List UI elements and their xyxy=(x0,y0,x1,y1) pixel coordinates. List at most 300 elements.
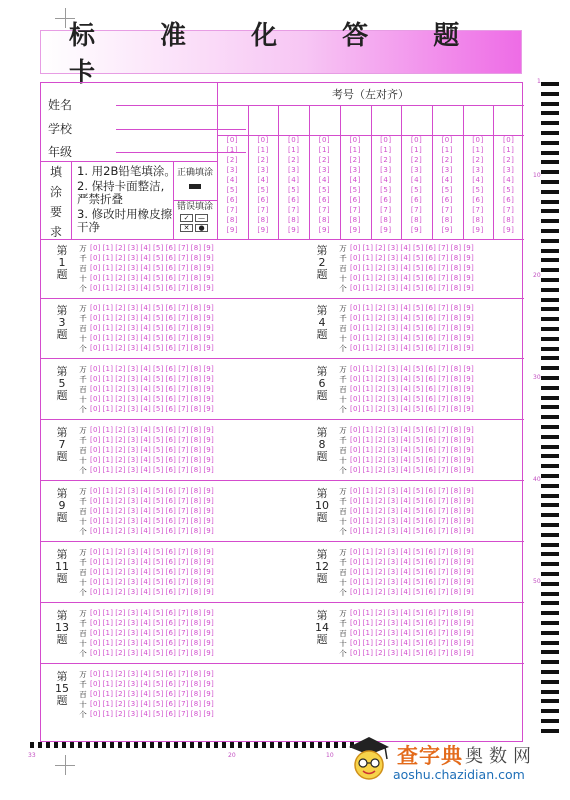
digit-bubble[interactable]: [6] xyxy=(165,405,177,413)
digit-bubble[interactable]: [4] xyxy=(140,314,151,322)
digit-bubble[interactable]: [1] xyxy=(362,446,374,454)
exam-digit-bubble[interactable]: [5] xyxy=(380,186,392,194)
digit-bubble[interactable]: [5] xyxy=(153,487,164,495)
digit-bubble[interactable]: [4] xyxy=(140,405,151,413)
digit-bubble[interactable]: [5] xyxy=(153,466,164,474)
digit-bubble[interactable]: [8] xyxy=(190,629,202,637)
digit-bubble[interactable]: [6] xyxy=(425,274,437,282)
exam-digit-bubble[interactable]: [6] xyxy=(410,196,423,204)
digit-bubble[interactable]: [9] xyxy=(203,568,214,576)
digit-bubble[interactable]: [0] xyxy=(350,446,361,454)
digit-bubble[interactable]: [6] xyxy=(425,609,437,617)
digit-bubble[interactable]: [6] xyxy=(425,487,437,495)
exam-digit-bubble[interactable]: [7] xyxy=(380,206,392,214)
digit-bubble[interactable]: [1] xyxy=(102,456,114,464)
digit-bubble[interactable]: [8] xyxy=(450,284,462,292)
digit-bubble[interactable]: [7] xyxy=(438,274,449,282)
digit-bubble[interactable]: [5] xyxy=(413,497,424,505)
digit-bubble[interactable]: [6] xyxy=(165,487,177,495)
digit-bubble[interactable]: [4] xyxy=(140,548,151,556)
digit-bubble[interactable]: [3] xyxy=(127,456,139,464)
exam-digit-bubble[interactable]: [3] xyxy=(441,166,453,174)
digit-bubble[interactable]: [1] xyxy=(102,487,114,495)
digit-bubble[interactable]: [5] xyxy=(153,284,164,292)
digit-bubble[interactable]: [0] xyxy=(350,274,361,282)
digit-bubble[interactable]: [1] xyxy=(362,507,374,515)
digit-bubble[interactable]: [5] xyxy=(153,507,164,515)
digit-bubble[interactable]: [8] xyxy=(450,324,462,332)
digit-bubble[interactable]: [2] xyxy=(115,466,126,474)
digit-bubble[interactable]: [2] xyxy=(375,619,386,627)
digit-bubble[interactable]: [9] xyxy=(203,405,214,413)
digit-bubble[interactable]: [2] xyxy=(375,649,386,657)
digit-bubble[interactable]: [3] xyxy=(127,578,139,586)
digit-bubble[interactable]: [6] xyxy=(425,629,437,637)
digit-bubble[interactable]: [3] xyxy=(127,304,139,312)
digit-bubble[interactable]: [8] xyxy=(450,254,462,262)
school-field[interactable] xyxy=(116,129,246,130)
digit-bubble[interactable]: [5] xyxy=(413,264,424,272)
digit-bubble[interactable]: [8] xyxy=(450,314,462,322)
digit-bubble[interactable]: [3] xyxy=(387,649,399,657)
digit-bubble[interactable]: [5] xyxy=(413,649,424,657)
digit-bubble[interactable]: [3] xyxy=(387,466,399,474)
digit-bubble[interactable]: [2] xyxy=(375,497,386,505)
exam-digit-bubble[interactable]: [0] xyxy=(380,136,392,144)
digit-bubble[interactable]: [3] xyxy=(127,507,139,515)
digit-bubble[interactable]: [2] xyxy=(115,639,126,647)
digit-bubble[interactable]: [7] xyxy=(438,446,449,454)
digit-bubble[interactable]: [8] xyxy=(190,548,202,556)
digit-bubble[interactable]: [8] xyxy=(190,344,202,352)
digit-bubble[interactable]: [1] xyxy=(362,324,374,332)
digit-bubble[interactable]: [2] xyxy=(115,578,126,586)
digit-bubble[interactable]: [7] xyxy=(438,375,449,383)
digit-bubble[interactable]: [8] xyxy=(450,548,462,556)
exam-digit-bubble[interactable]: [2] xyxy=(226,156,239,164)
digit-bubble[interactable]: [7] xyxy=(178,456,189,464)
digit-bubble[interactable]: [2] xyxy=(115,395,126,403)
digit-bubble[interactable]: [5] xyxy=(153,527,164,535)
digit-bubble[interactable]: [7] xyxy=(178,649,189,657)
digit-bubble[interactable]: [7] xyxy=(438,304,449,312)
digit-bubble[interactable]: [9] xyxy=(463,244,474,252)
digit-bubble[interactable]: [2] xyxy=(375,284,386,292)
exam-digit-bubble[interactable]: [4] xyxy=(318,176,331,184)
digit-bubble[interactable]: [6] xyxy=(165,639,177,647)
digit-bubble[interactable]: [3] xyxy=(127,588,139,596)
digit-bubble[interactable]: [5] xyxy=(413,548,424,556)
exam-digit-bubble[interactable]: [7] xyxy=(288,206,300,214)
digit-bubble[interactable]: [4] xyxy=(400,497,411,505)
exam-digit-bubble[interactable]: [1] xyxy=(318,146,331,154)
digit-bubble[interactable]: [9] xyxy=(463,426,474,434)
digit-bubble[interactable]: [6] xyxy=(425,517,437,525)
digit-bubble[interactable]: [7] xyxy=(178,324,189,332)
digit-bubble[interactable]: [0] xyxy=(90,304,101,312)
digit-bubble[interactable]: [0] xyxy=(350,578,361,586)
digit-bubble[interactable]: [7] xyxy=(178,690,189,698)
digit-bubble[interactable]: [1] xyxy=(102,578,114,586)
digit-bubble[interactable]: [5] xyxy=(413,304,424,312)
digit-bubble[interactable]: [4] xyxy=(400,558,411,566)
digit-bubble[interactable]: [8] xyxy=(190,456,202,464)
exam-digit-bubble[interactable]: [7] xyxy=(502,206,515,214)
digit-bubble[interactable]: [4] xyxy=(140,619,151,627)
digit-bubble[interactable]: [1] xyxy=(102,244,114,252)
digit-bubble[interactable]: [2] xyxy=(115,274,126,282)
digit-bubble[interactable]: [3] xyxy=(387,385,399,393)
exam-digit-bubble[interactable]: [3] xyxy=(226,166,239,174)
digit-bubble[interactable]: [4] xyxy=(140,344,151,352)
digit-bubble[interactable]: [1] xyxy=(102,324,114,332)
digit-bubble[interactable]: [1] xyxy=(102,548,114,556)
digit-bubble[interactable]: [1] xyxy=(102,365,114,373)
exam-digit-bubble[interactable]: [7] xyxy=(410,206,423,214)
digit-bubble[interactable]: [5] xyxy=(153,710,164,718)
digit-bubble[interactable]: [4] xyxy=(400,568,411,576)
digit-bubble[interactable]: [8] xyxy=(450,649,462,657)
digit-bubble[interactable]: [8] xyxy=(450,274,462,282)
digit-bubble[interactable]: [8] xyxy=(450,244,462,252)
digit-bubble[interactable]: [3] xyxy=(387,456,399,464)
digit-bubble[interactable]: [5] xyxy=(153,365,164,373)
digit-bubble[interactable]: [0] xyxy=(350,609,361,617)
digit-bubble[interactable]: [2] xyxy=(375,344,386,352)
digit-bubble[interactable]: [6] xyxy=(425,446,437,454)
digit-bubble[interactable]: [3] xyxy=(127,405,139,413)
digit-bubble[interactable]: [1] xyxy=(102,609,114,617)
digit-bubble[interactable]: [6] xyxy=(165,548,177,556)
digit-bubble[interactable]: [1] xyxy=(362,426,374,434)
digit-bubble[interactable]: [8] xyxy=(190,284,202,292)
digit-bubble[interactable]: [6] xyxy=(425,497,437,505)
digit-bubble[interactable]: [0] xyxy=(350,466,361,474)
digit-bubble[interactable]: [1] xyxy=(362,629,374,637)
digit-bubble[interactable]: [5] xyxy=(153,446,164,454)
digit-bubble[interactable]: [9] xyxy=(203,517,214,525)
digit-bubble[interactable]: [8] xyxy=(190,334,202,342)
exam-digit-bubble[interactable]: [0] xyxy=(349,136,361,144)
digit-bubble[interactable]: [5] xyxy=(153,670,164,678)
digit-bubble[interactable]: [8] xyxy=(190,395,202,403)
digit-bubble[interactable]: [9] xyxy=(463,497,474,505)
digit-bubble[interactable]: [0] xyxy=(350,264,361,272)
digit-bubble[interactable]: [2] xyxy=(115,649,126,657)
digit-bubble[interactable]: [8] xyxy=(190,244,202,252)
digit-bubble[interactable]: [0] xyxy=(350,456,361,464)
digit-bubble[interactable]: [0] xyxy=(90,375,101,383)
digit-bubble[interactable]: [1] xyxy=(362,344,374,352)
digit-bubble[interactable]: [7] xyxy=(178,629,189,637)
digit-bubble[interactable]: [9] xyxy=(463,578,474,586)
digit-bubble[interactable]: [9] xyxy=(463,254,474,262)
digit-bubble[interactable]: [0] xyxy=(350,649,361,657)
digit-bubble[interactable]: [0] xyxy=(350,588,361,596)
digit-bubble[interactable]: [6] xyxy=(425,548,437,556)
exam-digit-bubble[interactable]: [9] xyxy=(257,226,269,234)
digit-bubble[interactable]: [0] xyxy=(90,446,101,454)
digit-bubble[interactable]: [1] xyxy=(102,649,114,657)
digit-bubble[interactable]: [8] xyxy=(190,680,202,688)
digit-bubble[interactable]: [1] xyxy=(102,334,114,342)
digit-bubble[interactable]: [7] xyxy=(438,314,449,322)
digit-bubble[interactable]: [9] xyxy=(463,568,474,576)
digit-bubble[interactable]: [3] xyxy=(127,670,139,678)
digit-bubble[interactable]: [2] xyxy=(375,244,386,252)
exam-digit-bubble[interactable]: [4] xyxy=(410,176,423,184)
digit-bubble[interactable]: [5] xyxy=(153,344,164,352)
digit-bubble[interactable]: [5] xyxy=(153,264,164,272)
digit-bubble[interactable]: [1] xyxy=(362,244,374,252)
digit-bubble[interactable]: [6] xyxy=(165,264,177,272)
digit-bubble[interactable]: [9] xyxy=(463,558,474,566)
digit-bubble[interactable]: [1] xyxy=(102,284,114,292)
digit-bubble[interactable]: [2] xyxy=(375,507,386,515)
digit-bubble[interactable]: [8] xyxy=(450,517,462,525)
digit-bubble[interactable]: [0] xyxy=(350,619,361,627)
digit-bubble[interactable]: [5] xyxy=(153,649,164,657)
digit-bubble[interactable]: [4] xyxy=(140,395,151,403)
digit-bubble[interactable]: [4] xyxy=(400,507,411,515)
digit-bubble[interactable]: [8] xyxy=(190,609,202,617)
digit-bubble[interactable]: [4] xyxy=(140,527,151,535)
digit-bubble[interactable]: [8] xyxy=(450,304,462,312)
digit-bubble[interactable]: [5] xyxy=(413,244,424,252)
digit-bubble[interactable]: [3] xyxy=(127,254,139,262)
digit-bubble[interactable]: [7] xyxy=(178,527,189,535)
digit-bubble[interactable]: [5] xyxy=(413,639,424,647)
digit-bubble[interactable]: [4] xyxy=(140,670,151,678)
digit-bubble[interactable]: [1] xyxy=(102,385,114,393)
digit-bubble[interactable]: [7] xyxy=(438,264,449,272)
digit-bubble[interactable]: [0] xyxy=(90,365,101,373)
digit-bubble[interactable]: [8] xyxy=(450,344,462,352)
digit-bubble[interactable]: [9] xyxy=(203,264,214,272)
digit-bubble[interactable]: [8] xyxy=(450,527,462,535)
digit-bubble[interactable]: [7] xyxy=(178,436,189,444)
digit-bubble[interactable]: [5] xyxy=(153,395,164,403)
digit-bubble[interactable]: [0] xyxy=(90,436,101,444)
digit-bubble[interactable]: [4] xyxy=(400,456,411,464)
digit-bubble[interactable]: [4] xyxy=(140,568,151,576)
digit-bubble[interactable]: [0] xyxy=(350,405,361,413)
digit-bubble[interactable]: [0] xyxy=(350,314,361,322)
digit-bubble[interactable]: [1] xyxy=(102,254,114,262)
digit-bubble[interactable]: [9] xyxy=(463,527,474,535)
digit-bubble[interactable]: [4] xyxy=(400,284,411,292)
digit-bubble[interactable]: [1] xyxy=(362,375,374,383)
digit-bubble[interactable]: [2] xyxy=(375,254,386,262)
digit-bubble[interactable]: [1] xyxy=(362,304,374,312)
digit-bubble[interactable]: [5] xyxy=(413,324,424,332)
digit-bubble[interactable]: [9] xyxy=(463,466,474,474)
digit-bubble[interactable]: [2] xyxy=(115,264,126,272)
digit-bubble[interactable]: [6] xyxy=(425,405,437,413)
digit-bubble[interactable]: [0] xyxy=(90,334,101,342)
digit-bubble[interactable]: [7] xyxy=(178,670,189,678)
digit-bubble[interactable]: [3] xyxy=(127,700,139,708)
digit-bubble[interactable]: [9] xyxy=(203,456,214,464)
digit-bubble[interactable]: [5] xyxy=(413,344,424,352)
digit-bubble[interactable]: [8] xyxy=(450,375,462,383)
digit-bubble[interactable]: [3] xyxy=(127,710,139,718)
digit-bubble[interactable]: [9] xyxy=(463,405,474,413)
digit-bubble[interactable]: [9] xyxy=(203,670,214,678)
digit-bubble[interactable]: [1] xyxy=(102,264,114,272)
digit-bubble[interactable]: [5] xyxy=(153,548,164,556)
digit-bubble[interactable]: [8] xyxy=(190,558,202,566)
digit-bubble[interactable]: [1] xyxy=(362,609,374,617)
digit-bubble[interactable]: [8] xyxy=(190,670,202,678)
digit-bubble[interactable]: [8] xyxy=(190,578,202,586)
exam-digit-bubble[interactable]: [5] xyxy=(318,186,331,194)
digit-bubble[interactable]: [6] xyxy=(165,446,177,454)
digit-bubble[interactable]: [8] xyxy=(190,314,202,322)
exam-digit-bubble[interactable]: [6] xyxy=(257,196,269,204)
digit-bubble[interactable]: [0] xyxy=(90,344,101,352)
digit-bubble[interactable]: [6] xyxy=(165,649,177,657)
digit-bubble[interactable]: [4] xyxy=(400,405,411,413)
digit-bubble[interactable]: [7] xyxy=(178,254,189,262)
digit-bubble[interactable]: [4] xyxy=(400,466,411,474)
digit-bubble[interactable]: [3] xyxy=(127,334,139,342)
digit-bubble[interactable]: [7] xyxy=(178,517,189,525)
digit-bubble[interactable]: [4] xyxy=(400,314,411,322)
digit-bubble[interactable]: [0] xyxy=(90,588,101,596)
digit-bubble[interactable]: [7] xyxy=(178,487,189,495)
digit-bubble[interactable]: [7] xyxy=(438,497,449,505)
digit-bubble[interactable]: [5] xyxy=(413,314,424,322)
digit-bubble[interactable]: [6] xyxy=(425,558,437,566)
digit-bubble[interactable]: [2] xyxy=(375,517,386,525)
digit-bubble[interactable]: [1] xyxy=(102,344,114,352)
digit-bubble[interactable]: [4] xyxy=(140,558,151,566)
digit-bubble[interactable]: [6] xyxy=(425,334,437,342)
digit-bubble[interactable]: [0] xyxy=(90,487,101,495)
digit-bubble[interactable]: [8] xyxy=(190,264,202,272)
digit-bubble[interactable]: [0] xyxy=(90,649,101,657)
digit-bubble[interactable]: [5] xyxy=(153,385,164,393)
digit-bubble[interactable]: [4] xyxy=(400,274,411,282)
digit-bubble[interactable]: [5] xyxy=(153,700,164,708)
digit-bubble[interactable]: [4] xyxy=(400,334,411,342)
digit-bubble[interactable]: [3] xyxy=(387,395,399,403)
digit-bubble[interactable]: [5] xyxy=(153,405,164,413)
exam-digit-bubble[interactable]: [5] xyxy=(441,186,453,194)
exam-digit-bubble[interactable]: [3] xyxy=(288,166,300,174)
digit-bubble[interactable]: [5] xyxy=(153,436,164,444)
digit-bubble[interactable]: [7] xyxy=(178,365,189,373)
digit-bubble[interactable]: [1] xyxy=(362,527,374,535)
digit-bubble[interactable]: [8] xyxy=(190,527,202,535)
digit-bubble[interactable]: [3] xyxy=(127,446,139,454)
digit-bubble[interactable]: [8] xyxy=(450,334,462,342)
digit-bubble[interactable]: [9] xyxy=(203,497,214,505)
digit-bubble[interactable]: [7] xyxy=(438,254,449,262)
exam-digit-bubble[interactable]: [2] xyxy=(257,156,269,164)
digit-bubble[interactable]: [4] xyxy=(140,426,151,434)
digit-bubble[interactable]: [8] xyxy=(450,395,462,403)
digit-bubble[interactable]: [2] xyxy=(115,680,126,688)
digit-bubble[interactable]: [2] xyxy=(115,284,126,292)
digit-bubble[interactable]: [7] xyxy=(438,284,449,292)
digit-bubble[interactable]: [4] xyxy=(140,497,151,505)
digit-bubble[interactable]: [9] xyxy=(463,314,474,322)
digit-bubble[interactable]: [0] xyxy=(90,619,101,627)
exam-digit-bubble[interactable]: [1] xyxy=(441,146,453,154)
digit-bubble[interactable]: [7] xyxy=(178,507,189,515)
digit-bubble[interactable]: [9] xyxy=(203,436,214,444)
digit-bubble[interactable]: [1] xyxy=(362,588,374,596)
exam-digit-bubble[interactable]: [8] xyxy=(257,216,269,224)
digit-bubble[interactable]: [6] xyxy=(165,304,177,312)
digit-bubble[interactable]: [9] xyxy=(203,274,214,282)
digit-bubble[interactable]: [7] xyxy=(178,314,189,322)
digit-bubble[interactable]: [6] xyxy=(425,324,437,332)
digit-bubble[interactable]: [3] xyxy=(387,284,399,292)
digit-bubble[interactable]: [6] xyxy=(425,254,437,262)
exam-digit-bubble[interactable]: [9] xyxy=(226,226,239,234)
digit-bubble[interactable]: [8] xyxy=(450,568,462,576)
digit-bubble[interactable]: [5] xyxy=(413,456,424,464)
digit-bubble[interactable]: [5] xyxy=(153,497,164,505)
digit-bubble[interactable]: [7] xyxy=(438,344,449,352)
digit-bubble[interactable]: [1] xyxy=(102,629,114,637)
digit-bubble[interactable]: [8] xyxy=(450,264,462,272)
digit-bubble[interactable]: [0] xyxy=(90,264,101,272)
digit-bubble[interactable]: [5] xyxy=(413,274,424,282)
digit-bubble[interactable]: [4] xyxy=(140,365,151,373)
digit-bubble[interactable]: [2] xyxy=(375,264,386,272)
digit-bubble[interactable]: [7] xyxy=(438,385,449,393)
digit-bubble[interactable]: [4] xyxy=(400,629,411,637)
digit-bubble[interactable]: [8] xyxy=(190,436,202,444)
digit-bubble[interactable]: [0] xyxy=(350,344,361,352)
exam-digit-bubble[interactable]: [3] xyxy=(380,166,392,174)
digit-bubble[interactable]: [7] xyxy=(438,365,449,373)
digit-bubble[interactable]: [7] xyxy=(178,274,189,282)
digit-bubble[interactable]: [1] xyxy=(102,304,114,312)
digit-bubble[interactable]: [7] xyxy=(178,395,189,403)
digit-bubble[interactable]: [8] xyxy=(450,385,462,393)
exam-digit-bubble[interactable]: [6] xyxy=(380,196,392,204)
exam-digit-bubble[interactable]: [6] xyxy=(441,196,453,204)
digit-bubble[interactable]: [5] xyxy=(413,365,424,373)
digit-bubble[interactable]: [2] xyxy=(115,527,126,535)
digit-bubble[interactable]: [1] xyxy=(362,274,374,282)
digit-bubble[interactable]: [4] xyxy=(400,639,411,647)
digit-bubble[interactable]: [6] xyxy=(165,578,177,586)
digit-bubble[interactable]: [2] xyxy=(375,365,386,373)
digit-bubble[interactable]: [4] xyxy=(140,264,151,272)
digit-bubble[interactable]: [1] xyxy=(362,548,374,556)
digit-bubble[interactable]: [2] xyxy=(115,690,126,698)
exam-digit-bubble[interactable]: [8] xyxy=(441,216,453,224)
digit-bubble[interactable]: [2] xyxy=(115,487,126,495)
digit-bubble[interactable]: [3] xyxy=(387,619,399,627)
digit-bubble[interactable]: [4] xyxy=(400,395,411,403)
digit-bubble[interactable]: [8] xyxy=(450,466,462,474)
digit-bubble[interactable]: [7] xyxy=(438,324,449,332)
digit-bubble[interactable]: [4] xyxy=(400,426,411,434)
digit-bubble[interactable]: [8] xyxy=(190,324,202,332)
digit-bubble[interactable]: [3] xyxy=(127,548,139,556)
digit-bubble[interactable]: [2] xyxy=(115,375,126,383)
digit-bubble[interactable]: [0] xyxy=(350,395,361,403)
digit-bubble[interactable]: [5] xyxy=(153,324,164,332)
digit-bubble[interactable]: [1] xyxy=(362,314,374,322)
